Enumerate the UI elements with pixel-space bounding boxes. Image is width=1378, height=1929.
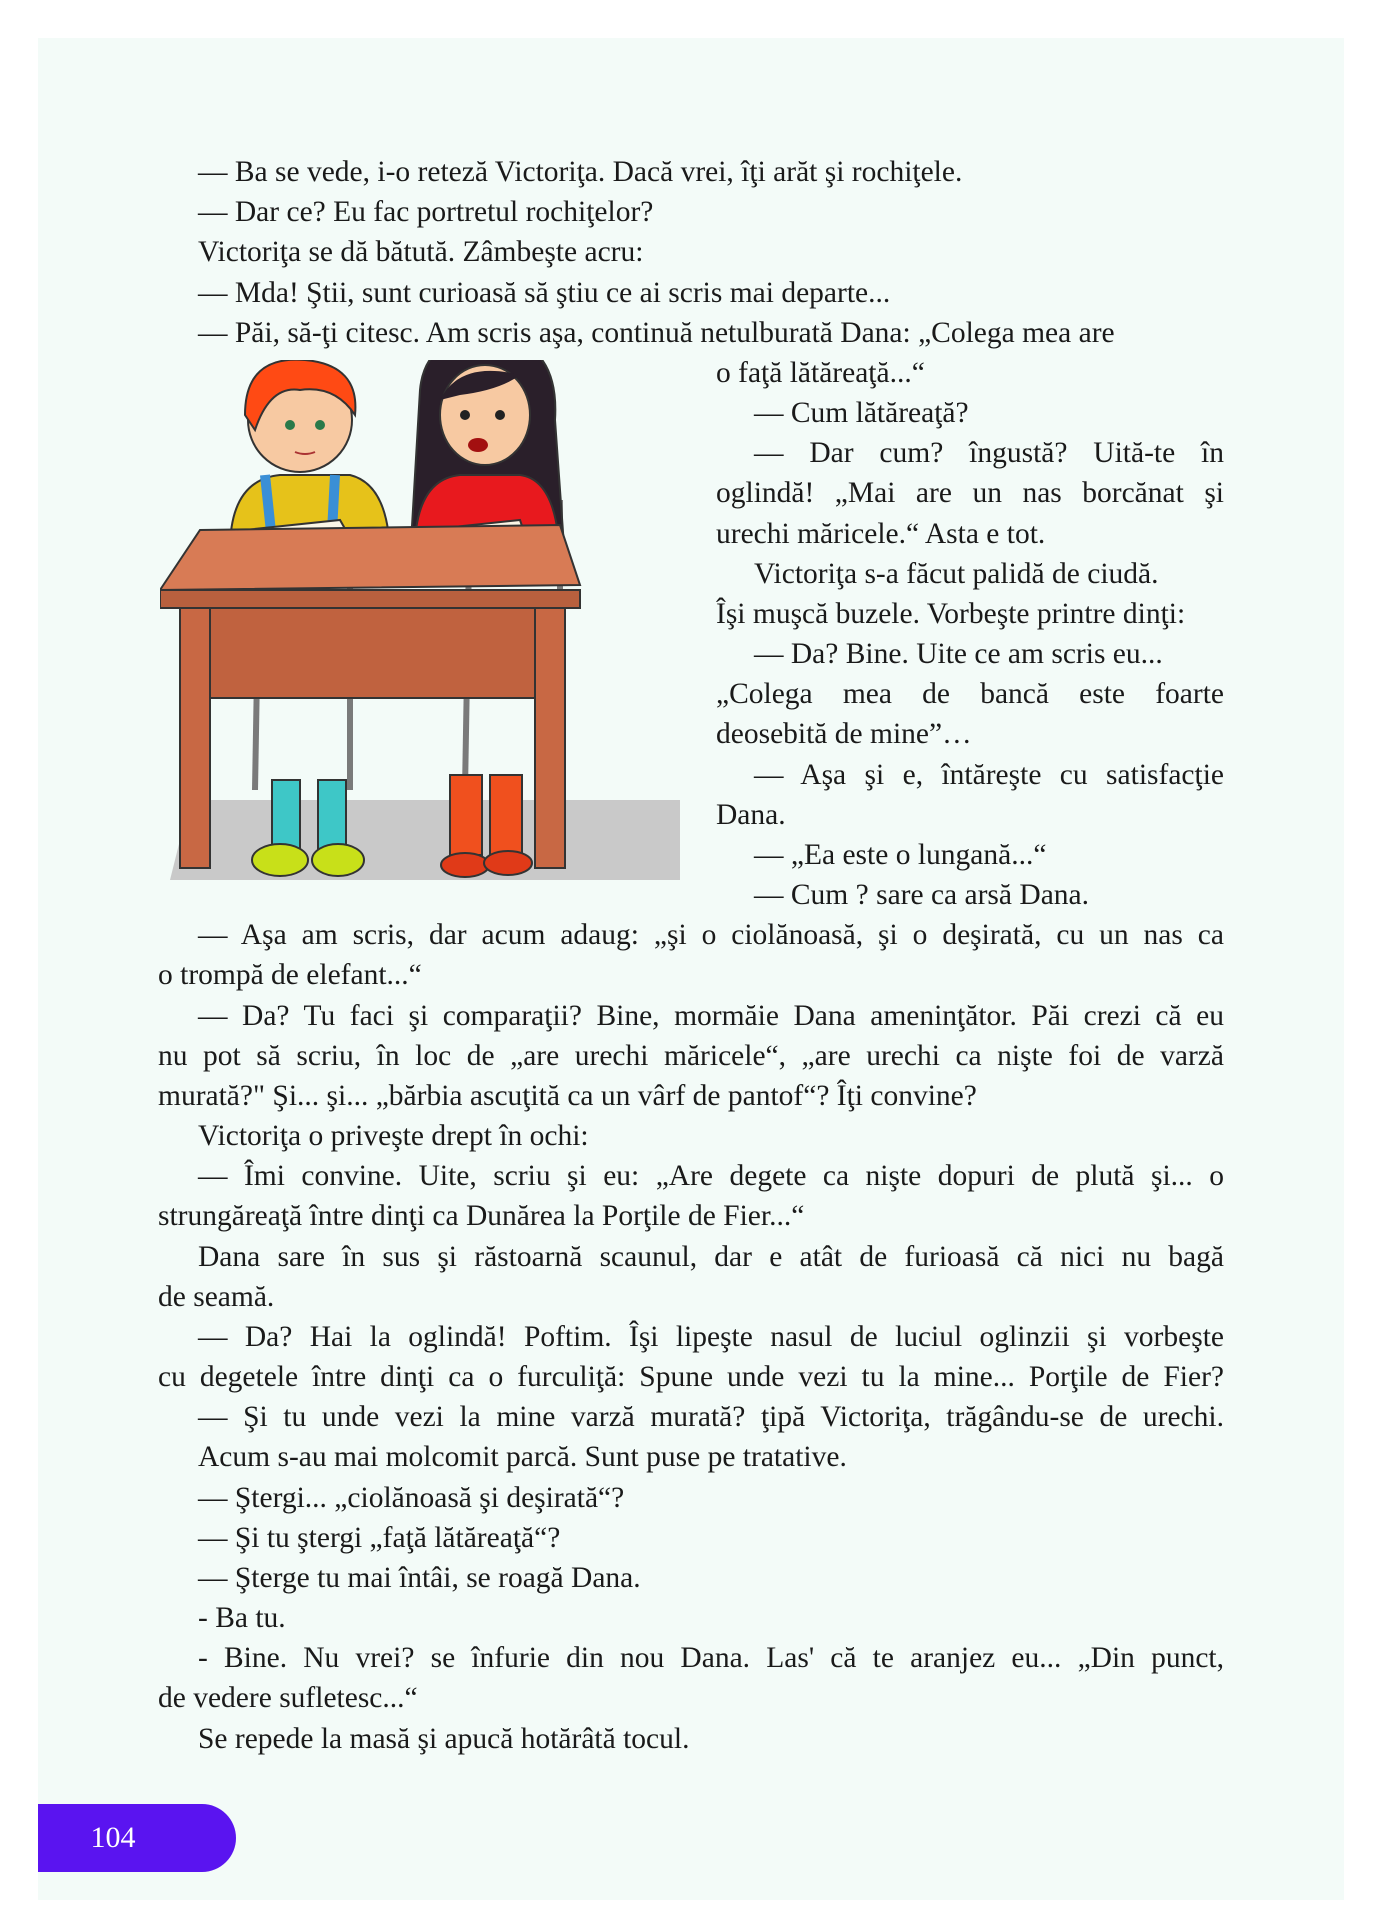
- text-line: — Ba se vede, i-o reteză Victoriţa. Dacă vrei, îţi arăt şi rochiţele.: [198, 156, 963, 188]
- text-line: urechi măricele.“ Asta e tot.: [716, 518, 1046, 550]
- text-line: de seamă.: [158, 1281, 275, 1313]
- text-line: — „Ea este o lungană...“: [754, 839, 1047, 871]
- text-line: Acum s-au mai molcomit parcă. Sunt puse pe tratative.: [198, 1441, 847, 1473]
- text-line: Îşi muşcă buzele. Vorbeşte printre dinţi:: [716, 598, 1186, 630]
- text-line: — Dar cum? îngustă? Uită-te în: [754, 437, 1224, 469]
- text-line: — Aşa şi e, întăreşte cu satisfacţie: [754, 759, 1224, 791]
- text-line: Se repede la masă şi apucă hotărâtă tocul.: [198, 1723, 690, 1755]
- text-line: murată?" Şi... şi... „bărbia ascuţită ca un vârf de pantof“? Îţi convine?: [158, 1080, 977, 1112]
- text-line: — Cum ? sare ca arsă Dana.: [754, 879, 1090, 911]
- text-line: cu degetele între dinţi ca o furculiţă: Spune unde vezi tu la mine... Porţile de Fier?: [158, 1361, 1224, 1393]
- text-line: — Aşa am scris, dar acum adaug: „şi o ciolănoasă, şi o deşirată, cu un nas ca: [198, 919, 1224, 951]
- text-line: „Colega mea de bancă este foarte: [716, 678, 1224, 710]
- text-line: — Mda! Ştii, sunt curioasă să ştiu ce ai scris mai departe...: [198, 277, 891, 309]
- text-line: o faţă lătăreaţă...“: [716, 357, 925, 389]
- page-number: 104: [90, 1821, 136, 1854]
- text-line: Victoriţa se dă bătută. Zâmbeşte acru:: [198, 236, 644, 268]
- text-line: — Da? Bine. Uite ce am scris eu...: [754, 638, 1163, 670]
- text-line: — Da? Tu faci şi comparaţii? Bine, mormăie Dana ameninţător. Păi crezi că eu: [198, 1000, 1224, 1032]
- text-line: Dana sare în sus şi răstoarnă scaunul, dar e atât de furioasă că nici nu bagă: [198, 1241, 1224, 1273]
- illustration-girls-at-desk: [160, 360, 680, 890]
- text-line: oglindă! „Mai are un nas borcănat şi: [716, 477, 1224, 509]
- text-line: de vedere sufletesc...“: [158, 1682, 418, 1714]
- text-line: Dana.: [716, 799, 786, 831]
- text-line: - Bine. Nu vrei? se înfurie din nou Dana. Las' că te aranjez eu... „Din punct,: [198, 1642, 1224, 1674]
- text-line: — Păi, să-ţi citesc. Am scris aşa, continuă netulburată Dana: „Colega mea are: [198, 317, 1115, 349]
- text-line: — Dar ce? Eu fac portretul rochiţelor?: [198, 196, 654, 228]
- text-line: — Şterge tu mai întâi, se roagă Dana.: [198, 1562, 641, 1594]
- floor-shadow: [170, 800, 680, 880]
- text-line: Victoriţa s-a făcut palidă de ciudă.: [754, 558, 1159, 590]
- page-number-tab: [38, 1804, 236, 1872]
- text-line: — Şi tu unde vezi la mine varză murată? ţipă Victoriţa, trăgându-se de urechi.: [198, 1401, 1224, 1433]
- text-line: o trompă de elefant...“: [158, 959, 422, 991]
- text-line: — Ştergi... „ciolănoasă şi deşirată“?: [198, 1482, 625, 1514]
- text-line: strungăreaţă între dinţi ca Dunărea la Porţile de Fier...“: [158, 1200, 805, 1232]
- text-line: nu pot să scriu, în loc de „are urechi măricele“, „are urechi ca nişte foi de varză: [158, 1040, 1224, 1072]
- text-line: Victoriţa o priveşte drept în ochi:: [198, 1120, 589, 1152]
- text-line: — Da? Hai la oglindă! Poftim. Îşi lipeşte nasul de luciul oglinzii şi vorbeşte: [198, 1321, 1224, 1353]
- text-line: — Cum lătăreaţă?: [754, 397, 969, 429]
- text-line: deosebită de mine”…: [716, 718, 972, 750]
- text-line: - Ba tu.: [198, 1602, 286, 1634]
- text-line: — Şi tu ştergi „faţă lătăreaţă“?: [198, 1522, 561, 1554]
- text-line: — Îmi convine. Uite, scriu şi eu: „Are degete ca nişte dopuri de plută şi... o: [198, 1160, 1224, 1192]
